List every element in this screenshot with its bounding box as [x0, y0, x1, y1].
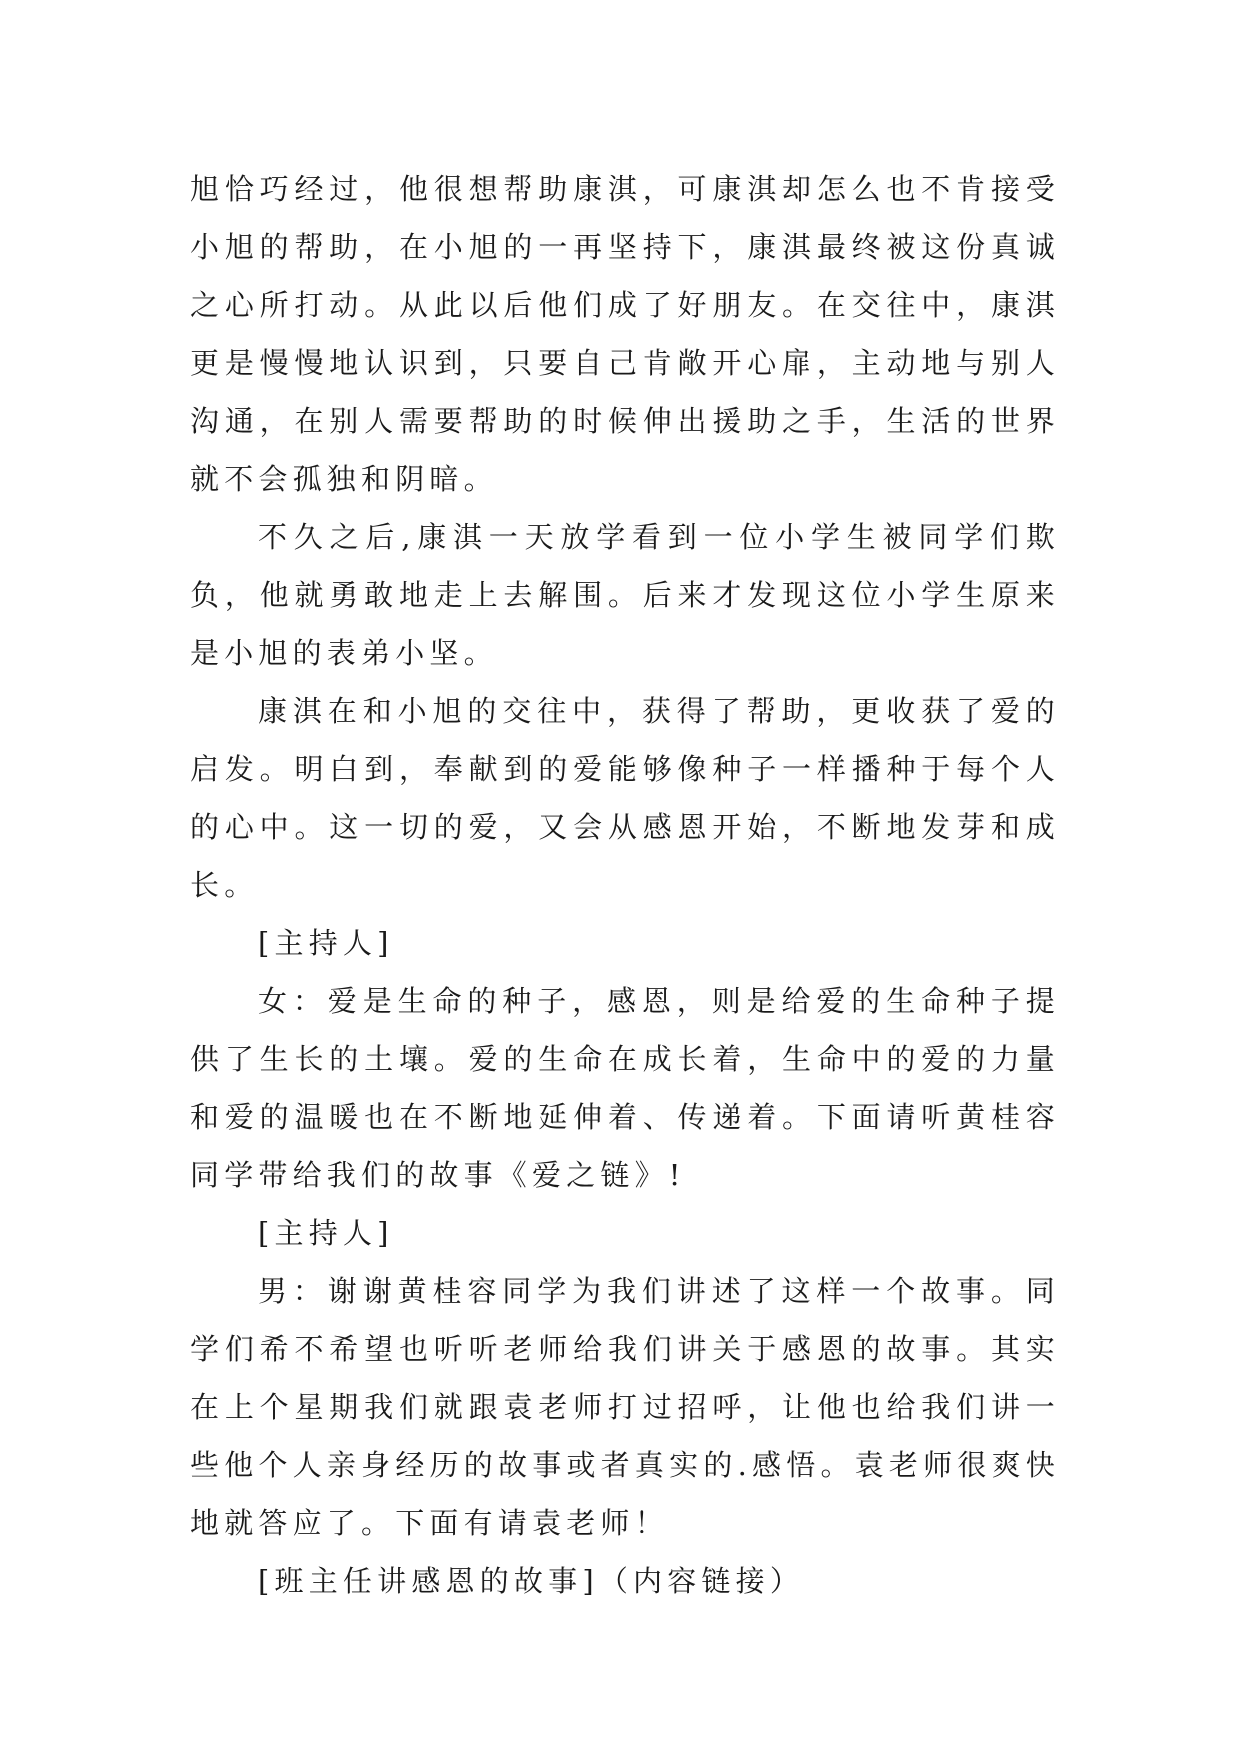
- host-label-1: [主持人]: [258, 926, 394, 960]
- document-page: [190, 160, 1060, 1610]
- story-paragraph-1: 旭恰巧经过，他很想帮助康淇，可康淇却怎么也不肯接受小旭的帮助，在小旭的一再坚持下，康淇最终被这份真诚之心所打动。从此以后他们成了好朋友。在交往中，康淇更是慢慢地认识到，只要自己肯敞开心扉，主动地与别人沟通，在别人需要帮助的时候伸出援助之手，生活的世界就不会孤独和阴暗。: [190, 172, 1060, 496]
- male-host-speech: 男：谢谢黄桂容同学为我们讲述了这样一个故事。同学们希不希望也听听老师给我们讲关于感恩的故事。其实在上个星期我们就跟袁老师打过招呼，让他也给我们讲一些他个人亲身经历的故事或者真实的.感悟。袁老师很爽快地就答应了。下面有请袁老师！: [190, 1274, 1060, 1540]
- host-label-2: [主持人]: [258, 1216, 394, 1250]
- story-paragraph-2: 不久之后,康淇一天放学看到一位小学生被同学们欺负，他就勇敢地走上去解围。后来才发现这位小学生原来是小旭的表弟小坚。: [190, 520, 1060, 670]
- story-paragraph-3: 康淇在和小旭的交往中，获得了帮助，更收获了爱的启发。明白到，奉献到的爱能够像种子一样播种于每个人的心中。这一切的爱，又会从感恩开始，不断地发芽和成长。: [190, 694, 1060, 902]
- teacher-story-heading: [班主任讲感恩的故事]（内容链接）: [258, 1564, 805, 1598]
- female-host-speech: 女：爱是生命的种子，感恩，则是给爱的生命种子提供了生长的土壤。爱的生命在成长着，生命中的爱的力量和爱的温暖也在不断地延伸着、传递着。下面请听黄桂容同学带给我们的故事《爱之链》!: [190, 984, 1060, 1192]
